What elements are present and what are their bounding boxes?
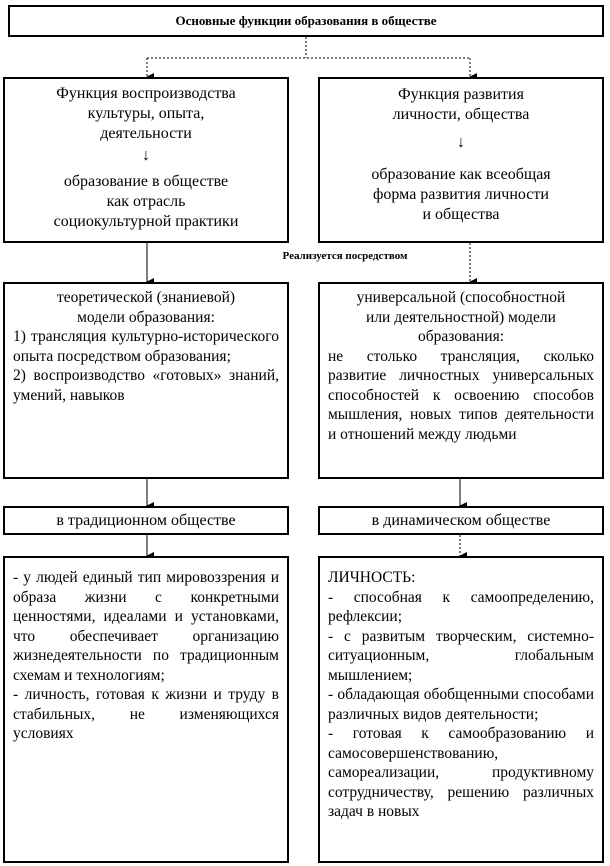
function-reproduction-body-3: социокультурной практики bbox=[53, 213, 239, 230]
function-development-head-1: Функция развития bbox=[398, 86, 524, 103]
traditional-description-item-2: - личность, готовая к жизни и труду в стабильных, не изменяющихся условиях bbox=[13, 686, 279, 742]
function-reproduction-head-1: Функция воспроизводства bbox=[56, 85, 236, 102]
personality-item-3: - обладающая обобщенными способами различных видов деятельности; bbox=[328, 686, 594, 723]
universal-model-head-3: образования: bbox=[417, 328, 505, 345]
function-reproduction-head-3: деятельности bbox=[100, 125, 192, 142]
function-development-body-3: и общества bbox=[422, 206, 500, 223]
implemented-through-label: Реализуется посредством bbox=[282, 250, 408, 262]
down-arrow-icon: ↓ bbox=[142, 147, 150, 164]
dynamic-society-label: в динамическом обществе bbox=[371, 511, 551, 529]
theoretical-model-head-2: модели образования: bbox=[77, 308, 215, 326]
function-reproduction-box bbox=[3, 77, 289, 243]
personality-item-4: - готовая к самообразованию и самосовершенствованию, самореализации, продуктивному сотрудничеству, решению различных задач в новых bbox=[328, 725, 594, 820]
theoretical-model-head-1: теоретической (знаниевой) bbox=[56, 289, 236, 306]
function-reproduction-body-1: образование в обществе bbox=[63, 173, 229, 190]
personality-description-box bbox=[318, 556, 604, 863]
diagram-title-text: Основные функции образования в обществе bbox=[175, 13, 437, 28]
function-reproduction-body-2: как отрасль bbox=[106, 193, 186, 210]
theoretical-model-box bbox=[3, 282, 289, 479]
personality-item-1: - способная к самоопределению, рефлексии; bbox=[328, 588, 594, 625]
personality-head: ЛИЧНОСТЬ: bbox=[328, 569, 416, 586]
theoretical-model-item-1: 1) трансляция культурно-исторического опыта посредством образования; bbox=[13, 328, 279, 365]
function-development-box bbox=[318, 77, 604, 243]
universal-model-head-1: универсальной (способностной bbox=[356, 289, 566, 306]
function-development-body-2: форма развития личности bbox=[373, 186, 549, 203]
function-development-head-2: личности, общества bbox=[392, 106, 530, 123]
personality-item-2: - с развитым творческим, системно-ситуационным, глобальным мышлением; bbox=[328, 627, 594, 684]
function-development-body-1: образование как всеобщая bbox=[371, 166, 551, 183]
universal-model-head-2: или деятельностной) модели bbox=[366, 308, 556, 326]
universal-model-box bbox=[318, 282, 604, 479]
function-reproduction-head-2: культуры, опыта, bbox=[87, 105, 205, 122]
universal-model-body: не столько трансляция, сколько развитие личностных универсальных способностей к освоению способов мышления, новых типов деятельности и отношений между людьми bbox=[328, 347, 594, 443]
title-connector bbox=[147, 37, 470, 77]
traditional-description-box bbox=[3, 556, 289, 863]
dynamic-society-box bbox=[318, 506, 604, 535]
theoretical-model-item-2: 2) воспроизводство «готовых» знаний, умений, навыков bbox=[13, 367, 279, 404]
down-arrow-icon: ↓ bbox=[457, 134, 465, 151]
diagram-title bbox=[8, 5, 604, 37]
traditional-description-item-1: - у людей единый тип мировоззрения и образа жизни с конкретными ценностями, идеалами и установками, что обеспечивает организацию жизнедеятельности по традиционным схемам и технологиям; bbox=[13, 569, 279, 684]
traditional-society-box bbox=[3, 506, 289, 535]
traditional-society-label: в традиционном обществе bbox=[56, 511, 236, 529]
